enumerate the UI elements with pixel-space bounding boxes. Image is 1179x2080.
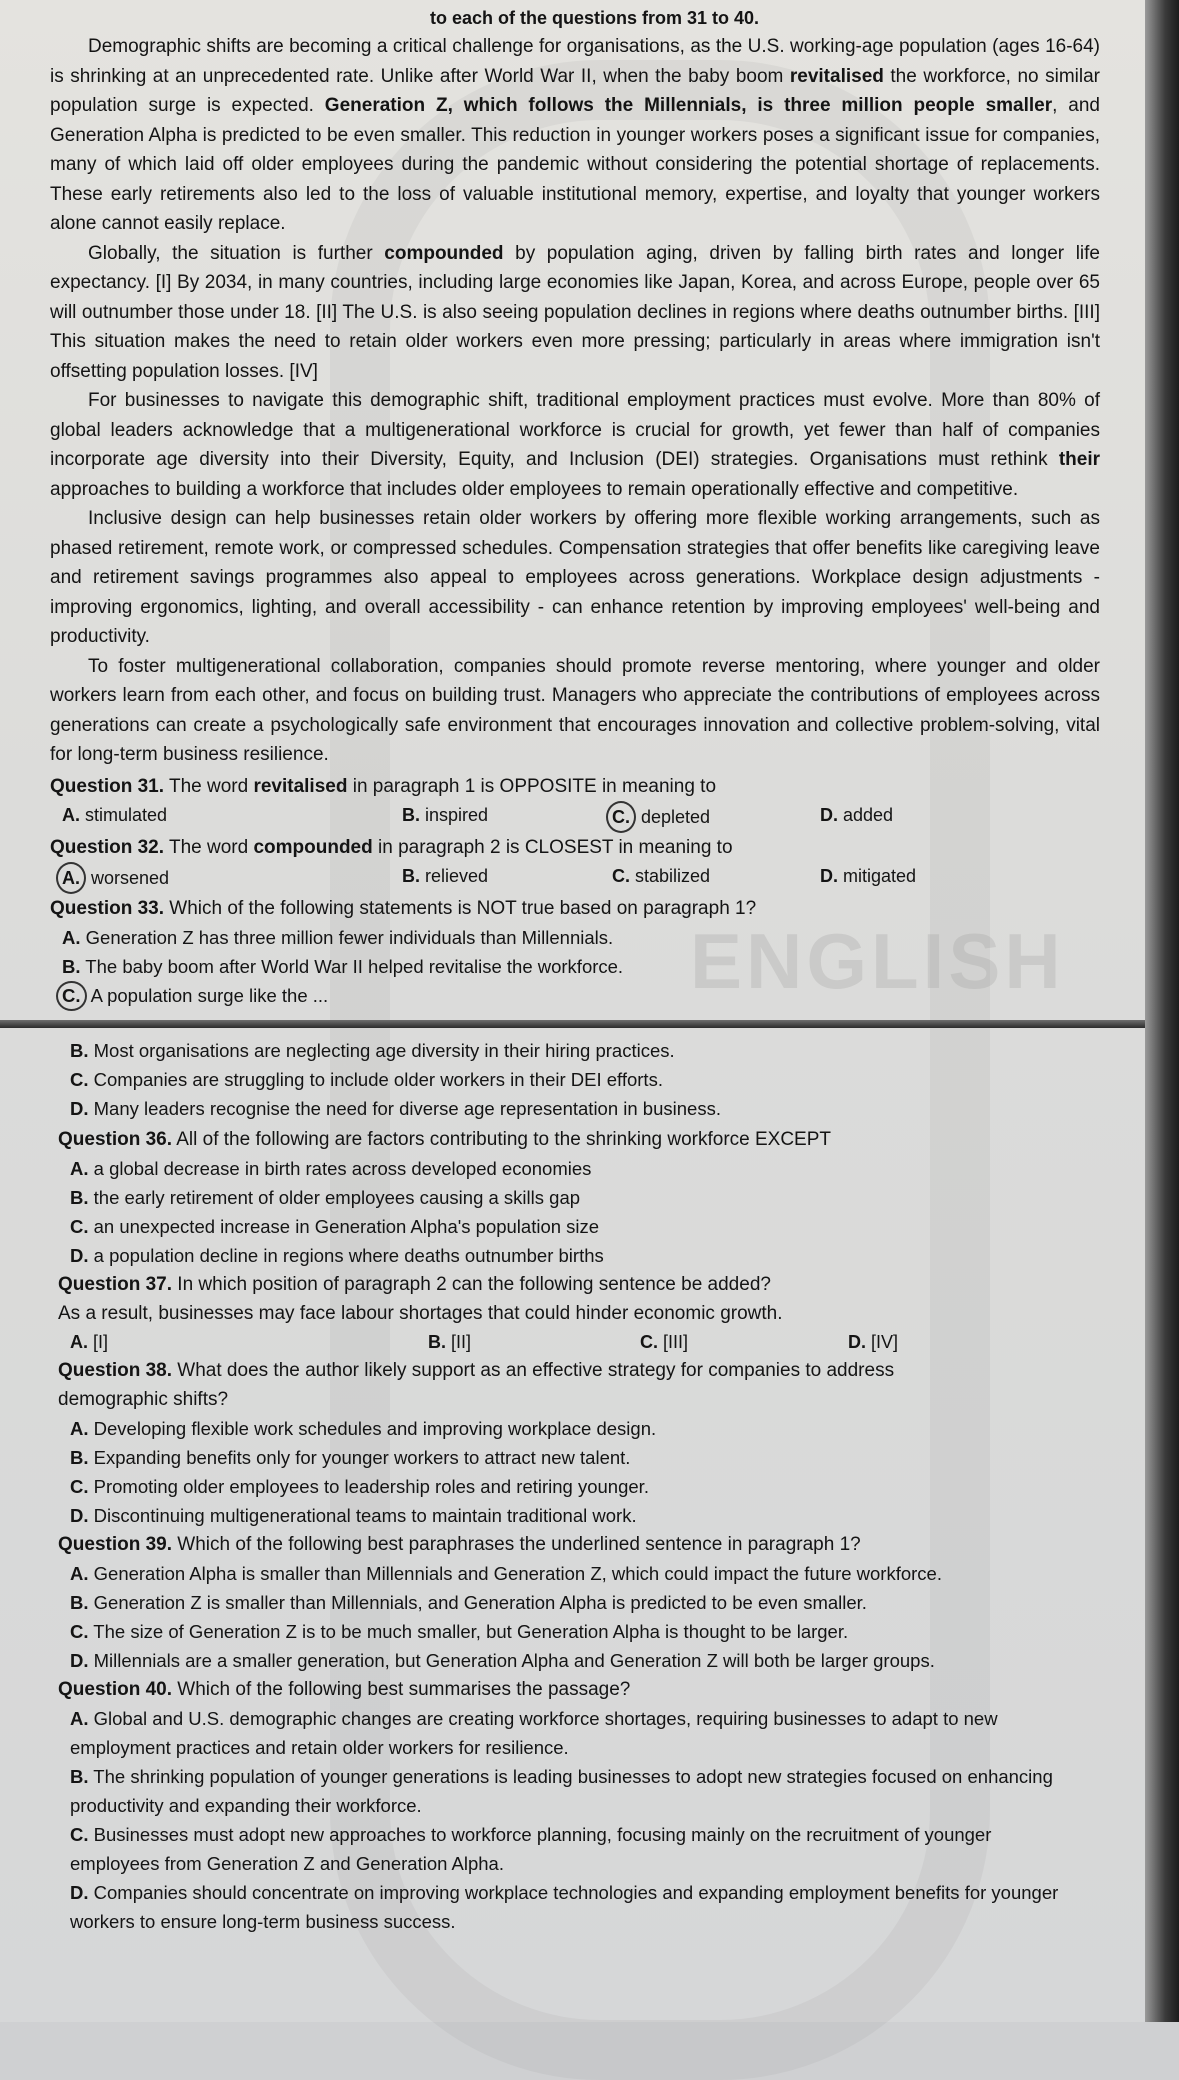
option-a[interactable]: A. Global and U.S. demographic changes are creating workforce shortages, requiring businesses to adapt to new employment practices and retain older workers for resilience. [70, 1708, 998, 1758]
question-text: The word [164, 775, 254, 797]
option-c[interactable]: C. Promoting older employees to leadership roles and retiring younger. [70, 1476, 649, 1497]
option-a[interactable]: A. [I] [70, 1332, 109, 1352]
option-b[interactable]: B. Most organisations are neglecting age diversity in their hiring practices. [70, 1040, 675, 1061]
question-31 [50, 772, 1100, 833]
question-32-stem [50, 833, 1100, 862]
option-d[interactable]: D. Millennials are a smaller generation, but Generation Alpha and Generation Z will both be larger groups. [70, 1650, 935, 1671]
question-text: Which of the following statements is NOT true based on paragraph 1? [164, 897, 757, 919]
question-text: in paragraph 2 is CLOSEST in meaning to [372, 836, 733, 858]
option-c[interactable]: C. an unexpected increase in Generation Alpha's population size [70, 1216, 600, 1237]
passage-paragraph-1 [50, 32, 1100, 239]
option-b[interactable]: B. the early retirement of older employees causing a skills gap [70, 1187, 581, 1208]
option-b[interactable]: B. Generation Z is smaller than Millennials, and Generation Alpha is predicted to be even smaller. [70, 1592, 867, 1613]
answer-circle-mark: C. [56, 981, 87, 1011]
option-b[interactable]: B. The shrinking population of younger generations is leading businesses to adopt new strategies focused on enhancing productivity and expanding their workforce. [70, 1766, 1053, 1816]
question-35-options [58, 1036, 1098, 1123]
option-b[interactable]: B. [II] [428, 1332, 472, 1352]
option-c[interactable]: C. Companies are struggling to include older workers in their DEI efforts. [70, 1069, 663, 1090]
option-b[interactable]: B. inspired [402, 804, 489, 825]
option-b[interactable]: B. The baby boom after World War II helped revitalise the workforce. [62, 955, 624, 977]
paragraph-text: For businesses to navigate this demographic shift, traditional employment practices must evolve. More than 80% of global leaders acknowledge that a multigenerational workforce is crucial for growth, yet fewer than half of companies incorporate age diversity into their Diversity, Equity, and Inclusion (DEI) strategies. Organisations must rethink [50, 390, 1100, 470]
target-word: revitalised [253, 775, 348, 797]
question-text: Which of the following best paraphrases the underlined sentence in paragraph 1? [172, 1534, 861, 1555]
option-a[interactable]: A. Developing flexible work schedules and improving workplace design. [70, 1418, 657, 1439]
watermark-text: ENGLISH [690, 917, 1065, 1005]
bold-phrase: their [1058, 449, 1100, 470]
option-b[interactable]: B. relieved [402, 865, 489, 886]
reading-passage [50, 16, 1100, 770]
paragraph-text: Inclusive design can help businesses retain older workers by offering more flexible working arrangements, such as phased retirement, remote work, or compressed schedules. Compensation strategies that offer benefits like caregiving leave and retirement savings programmes also appeal to employees across generations. Workplace design adjustments - improving ergonomics, lighting, and overall accessibility - can enhance retention by improving employees' well-being and productivity. [50, 508, 1100, 647]
question-37 [58, 1270, 1098, 1356]
question-text: All of the following are factors contributing to the shrinking workforce EXCEPT [172, 1129, 832, 1150]
question-40-stem [58, 1675, 1098, 1704]
question-40 [58, 1675, 1098, 1936]
question-36-stem [58, 1125, 1098, 1154]
reading-passage-section [50, 8, 1100, 1006]
question-number: Question 38. [58, 1360, 173, 1381]
question-text: In which position of paragraph 2 can the following sentence be added? [172, 1274, 771, 1295]
passage-paragraph-3 [50, 386, 1100, 504]
question-31-options [50, 801, 1100, 833]
paragraph-text: To foster multigenerational collaboration, companies should promote reverse mentoring, where younger and older workers learn from each other, and focus on building trust. Managers who appreciate the contributions of employees across generations can create a psychologically safe environment that encourages innovation and collective problem-solving, vital for long-term business resilience. [50, 655, 1100, 765]
paragraph-text: by population aging, driven by falling birth rates and longer life expectancy. [I] By 2034, in many countries, including large economies like Japan, Korea, and across Europe, people over 65 will outnumber those under 18. [II] The U.S. is also seeing population declines in regions where deaths outnumber births. [III] This situation makes the need to retain older workers even more pressing; particularly in areas where immigration isn't offsetting population losses. [IV] [50, 242, 1100, 382]
option-d[interactable]: D. mitigated [820, 865, 917, 886]
question-38 [58, 1356, 1098, 1530]
instruction-header: to each of the questions from 31 to 40. [430, 8, 760, 28]
option-c[interactable]: C. [III] [640, 1332, 689, 1352]
question-31-stem [50, 772, 1100, 801]
option-d[interactable]: D. Discontinuing multigenerational teams to maintain traditional work. [70, 1505, 637, 1526]
question-number: Question 31. [50, 775, 165, 797]
option-a[interactable]: A. stimulated [62, 804, 168, 825]
question-number: Question 39. [58, 1534, 173, 1555]
option-c[interactable]: C. The size of Generation Z is to be much smaller, but Generation Alpha is thought to be larger. [70, 1621, 849, 1642]
paragraph-text: , and Generation Alpha is predicted to be even smaller. This reduction in younger workers poses a significant issue for companies, many of which laid off older employees during the pandemic without considering the potential shortage of replacements. These early retirements also led to the loss of valuable institutional memory, expertise, and loyalty that younger workers alone cannot easily replace. [50, 95, 1100, 234]
bold-phrase: revitalised [789, 65, 884, 87]
question-37-stem [58, 1270, 1098, 1299]
paragraph-text: approaches to building a workforce that includes older employees to remain operationally effective and competitive. [50, 478, 1019, 500]
page-fold-seam [0, 1020, 1145, 1028]
question-text: in paragraph 1 is OPPOSITE in meaning to [347, 775, 717, 797]
bold-phrase: Generation Z, which follows the Millennials, is three million people smaller [324, 95, 1053, 116]
option-c[interactable]: C. A population surge like the ... [50, 981, 1100, 995]
target-word: compounded [253, 836, 373, 858]
question-32 [50, 833, 1100, 894]
option-d[interactable]: D. added [820, 804, 894, 825]
option-a[interactable]: A. a global decrease in birth rates across developed economies [70, 1158, 592, 1179]
answer-circle-mark: A. [56, 862, 86, 894]
passage-paragraph-5 [50, 652, 1100, 770]
answer-circle-mark: C. [606, 801, 636, 833]
question-36 [58, 1125, 1098, 1270]
paragraph-text: Globally, the situation is further [88, 242, 385, 264]
question-37-options [58, 1328, 1098, 1356]
option-a[interactable]: A. Generation Alpha is smaller than Millennials and Generation Z, which could impact the future workforce. [70, 1563, 942, 1584]
question-32-options [50, 862, 1100, 894]
option-c[interactable]: C. depleted [612, 801, 820, 833]
question-number: Question 32. [50, 836, 165, 858]
question-text: What does the author likely support as an effective strategy for companies to address demographic shifts? [58, 1360, 895, 1410]
option-b[interactable]: B. Expanding benefits only for younger workers to attract new talent. [70, 1447, 631, 1468]
option-c[interactable]: C. Businesses must adopt new approaches to workforce planning, focusing mainly on the recruitment of younger employees from Generation Z and Generation Alpha. [70, 1824, 992, 1874]
option-d[interactable]: D. a population decline in regions where deaths outnumber births [70, 1245, 604, 1266]
page-edge-shadow [1145, 0, 1179, 2022]
option-a[interactable]: A. worsened [62, 862, 402, 894]
option-a[interactable]: A. Generation Z has three million fewer individuals than Millennials. [62, 926, 614, 948]
question-text: The word [164, 836, 254, 858]
paragraph-text: Demographic shifts are becoming a critical challenge for organisations, as the U.S. working-age population (ages 16-64) is shrinking at an unprecedented rate. Unlike after World War II, when the baby boom [50, 36, 1100, 87]
question-39 [58, 1530, 1098, 1675]
option-c[interactable]: C. stabilized [612, 865, 711, 886]
bold-phrase: compounded [384, 242, 504, 264]
question-39-stem [58, 1530, 1098, 1559]
paragraph-text: the workforce, no similar population surge is expected. [50, 65, 1100, 116]
option-d[interactable]: D. Many leaders recognise the need for diverse age representation in business. [70, 1098, 721, 1119]
question-number: Question 40. [58, 1679, 173, 1700]
question-text: Which of the following best summarises the passage? [172, 1679, 631, 1700]
question-number: Question 37. [58, 1274, 173, 1295]
question-number: Question 33. [50, 897, 165, 919]
passage-paragraph-4 [50, 504, 1100, 652]
inserted-sentence: As a result, businesses may face labour shortages that could hinder economic growth. [58, 1303, 783, 1324]
question-number: Question 36. [58, 1129, 173, 1150]
option-d[interactable]: D. Companies should concentrate on improving workplace technologies and expanding employment benefits for younger workers to ensure long-term business success. [70, 1882, 1059, 1932]
questions-continued-section [58, 1036, 1098, 1936]
option-d[interactable]: D. [IV] [848, 1332, 899, 1352]
question-38-stem [58, 1356, 998, 1414]
passage-paragraph-2 [50, 239, 1100, 387]
